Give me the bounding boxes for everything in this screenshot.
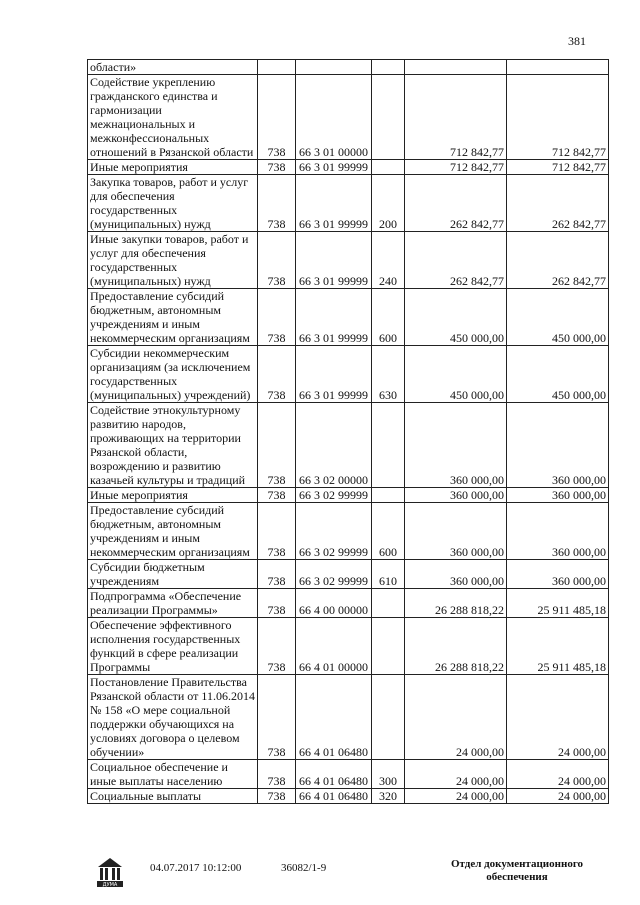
- row-name: Социальное обеспечение и иные выплаты населению: [88, 760, 258, 789]
- table-row: [88, 589, 609, 618]
- row-vr: [372, 488, 405, 503]
- row-sum-1: 712 842,77: [405, 75, 507, 160]
- table-row: [88, 760, 609, 789]
- row-sum-2: 712 842,77: [507, 75, 609, 160]
- row-vr: 630: [372, 346, 405, 403]
- row-sum-2: 712 842,77: [507, 160, 609, 175]
- duma-logo-text: ДУМА: [102, 882, 118, 888]
- row-vr: [372, 589, 405, 618]
- table-row: [88, 560, 609, 589]
- row-name: Иные мероприятия: [88, 160, 258, 175]
- row-grbs: 738: [258, 589, 296, 618]
- row-csr: [296, 60, 372, 75]
- row-vr: [372, 618, 405, 675]
- table-row: [88, 289, 609, 346]
- row-sum-2: 360 000,00: [507, 560, 609, 589]
- row-grbs: 738: [258, 503, 296, 560]
- row-grbs: 738: [258, 289, 296, 346]
- row-vr: [372, 160, 405, 175]
- row-sum-1: 26 288 818,22: [405, 589, 507, 618]
- row-sum-2: 24 000,00: [507, 760, 609, 789]
- table-row: [88, 503, 609, 560]
- row-sum-1: 450 000,00: [405, 289, 507, 346]
- row-sum-1: 24 000,00: [405, 760, 507, 789]
- row-sum-1: 450 000,00: [405, 346, 507, 403]
- table-row: [88, 789, 609, 804]
- table-row: [88, 488, 609, 503]
- row-name: Содействие укреплению гражданского единства и гармонизации межнациональных и межконфессиональных отношений в Рязанской области: [88, 75, 258, 160]
- row-grbs: 738: [258, 346, 296, 403]
- table-row: [88, 75, 609, 160]
- row-vr: 320: [372, 789, 405, 804]
- row-sum-1: 24 000,00: [405, 789, 507, 804]
- row-name: Субсидии некоммерческим организациям (за исключением государственных (муниципальных) учреждений): [88, 346, 258, 403]
- row-grbs: 738: [258, 789, 296, 804]
- row-sum-2: 450 000,00: [507, 289, 609, 346]
- row-name: области»: [88, 60, 258, 75]
- row-sum-2: 262 842,77: [507, 175, 609, 232]
- row-sum-1: 360 000,00: [405, 488, 507, 503]
- row-csr: 66 3 01 00000: [296, 75, 372, 160]
- row-grbs: 738: [258, 232, 296, 289]
- row-name: Социальные выплаты: [88, 789, 258, 804]
- row-sum-1: 360 000,00: [405, 503, 507, 560]
- row-sum-2: 24 000,00: [507, 789, 609, 804]
- row-sum-1: [405, 60, 507, 75]
- table-row: [88, 175, 609, 232]
- row-sum-1: 712 842,77: [405, 160, 507, 175]
- duma-logo-icon: [93, 855, 127, 889]
- row-sum-1: 262 842,77: [405, 232, 507, 289]
- row-vr: 300: [372, 760, 405, 789]
- row-grbs: 738: [258, 675, 296, 760]
- row-vr: 200: [372, 175, 405, 232]
- row-csr: 66 3 02 99999: [296, 503, 372, 560]
- row-name: Содействие этнокультурному развитию народов, проживающих на территории Рязанской области, возрождению и развитию казачьей культуры и традиций: [88, 403, 258, 488]
- row-vr: 240: [372, 232, 405, 289]
- row-csr: 66 3 01 99999: [296, 346, 372, 403]
- row-csr: 66 3 01 99999: [296, 232, 372, 289]
- row-grbs: 738: [258, 488, 296, 503]
- row-grbs: 738: [258, 160, 296, 175]
- row-name: Обеспечение эффективного исполнения государственных функций в сфере реализации Программы: [88, 618, 258, 675]
- row-csr: 66 3 02 99999: [296, 560, 372, 589]
- row-sum-1: 24 000,00: [405, 675, 507, 760]
- page-number: 381: [568, 34, 586, 48]
- table-row: [88, 346, 609, 403]
- footer-doc-number: 36082/1-9: [281, 862, 327, 874]
- row-grbs: 738: [258, 560, 296, 589]
- table-row: [88, 618, 609, 675]
- row-name: Постановление Правительства Рязанской области от 11.06.2014 № 158 «О мере социальной поддержки обучающихся на условиях договора о целевом обучении»: [88, 675, 258, 760]
- footer-office: Отдел документационного обеспечения: [450, 858, 584, 883]
- row-grbs: 738: [258, 175, 296, 232]
- row-grbs: 738: [258, 403, 296, 488]
- row-csr: 66 4 01 06480: [296, 675, 372, 760]
- row-csr: 66 4 01 06480: [296, 760, 372, 789]
- row-name: Предоставление субсидий бюджетным, автономным учреждениям и иным некоммерческим организациям: [88, 503, 258, 560]
- row-sum-2: 25 911 485,18: [507, 589, 609, 618]
- row-csr: 66 3 02 99999: [296, 488, 372, 503]
- row-sum-2: 360 000,00: [507, 503, 609, 560]
- row-sum-1: 360 000,00: [405, 403, 507, 488]
- row-vr: [372, 403, 405, 488]
- table-row: [88, 403, 609, 488]
- row-csr: 66 3 01 99999: [296, 289, 372, 346]
- row-grbs: 738: [258, 618, 296, 675]
- row-sum-1: 262 842,77: [405, 175, 507, 232]
- row-sum-1: 26 288 818,22: [405, 618, 507, 675]
- row-sum-2: [507, 60, 609, 75]
- row-csr: 66 3 02 00000: [296, 403, 372, 488]
- row-name: Иные мероприятия: [88, 488, 258, 503]
- row-sum-2: 360 000,00: [507, 403, 609, 488]
- row-name: Закупка товаров, работ и услуг для обеспечения государственных (муниципальных) нужд: [88, 175, 258, 232]
- row-vr: 600: [372, 503, 405, 560]
- row-name: Субсидии бюджетным учреждениям: [88, 560, 258, 589]
- row-csr: 66 3 01 99999: [296, 160, 372, 175]
- row-grbs: 738: [258, 75, 296, 160]
- table-row: [88, 675, 609, 760]
- row-grbs: [258, 60, 296, 75]
- row-name: Предоставление субсидий бюджетным, автономным учреждениям и иным некоммерческим организациям: [88, 289, 258, 346]
- table-row: [88, 160, 609, 175]
- table-row: [88, 232, 609, 289]
- row-sum-2: 450 000,00: [507, 346, 609, 403]
- table-row: [88, 60, 609, 75]
- row-csr: 66 4 01 00000: [296, 618, 372, 675]
- row-vr: 600: [372, 289, 405, 346]
- row-sum-1: 360 000,00: [405, 560, 507, 589]
- row-vr: 610: [372, 560, 405, 589]
- row-vr: [372, 675, 405, 760]
- row-csr: 66 4 00 00000: [296, 589, 372, 618]
- row-sum-2: 25 911 485,18: [507, 618, 609, 675]
- row-grbs: 738: [258, 760, 296, 789]
- row-name: Подпрограмма «Обеспечение реализации Программы»: [88, 589, 258, 618]
- row-name: Иные закупки товаров, работ и услуг для обеспечения государственных (муниципальных) нужд: [88, 232, 258, 289]
- row-csr: 66 4 01 06480: [296, 789, 372, 804]
- row-sum-2: 360 000,00: [507, 488, 609, 503]
- row-vr: [372, 75, 405, 160]
- footer-date: 04.07.2017 10:12:00: [150, 862, 242, 874]
- row-vr: [372, 60, 405, 75]
- budget-table: [87, 59, 609, 804]
- row-sum-2: 262 842,77: [507, 232, 609, 289]
- row-csr: 66 3 01 99999: [296, 175, 372, 232]
- row-sum-2: 24 000,00: [507, 675, 609, 760]
